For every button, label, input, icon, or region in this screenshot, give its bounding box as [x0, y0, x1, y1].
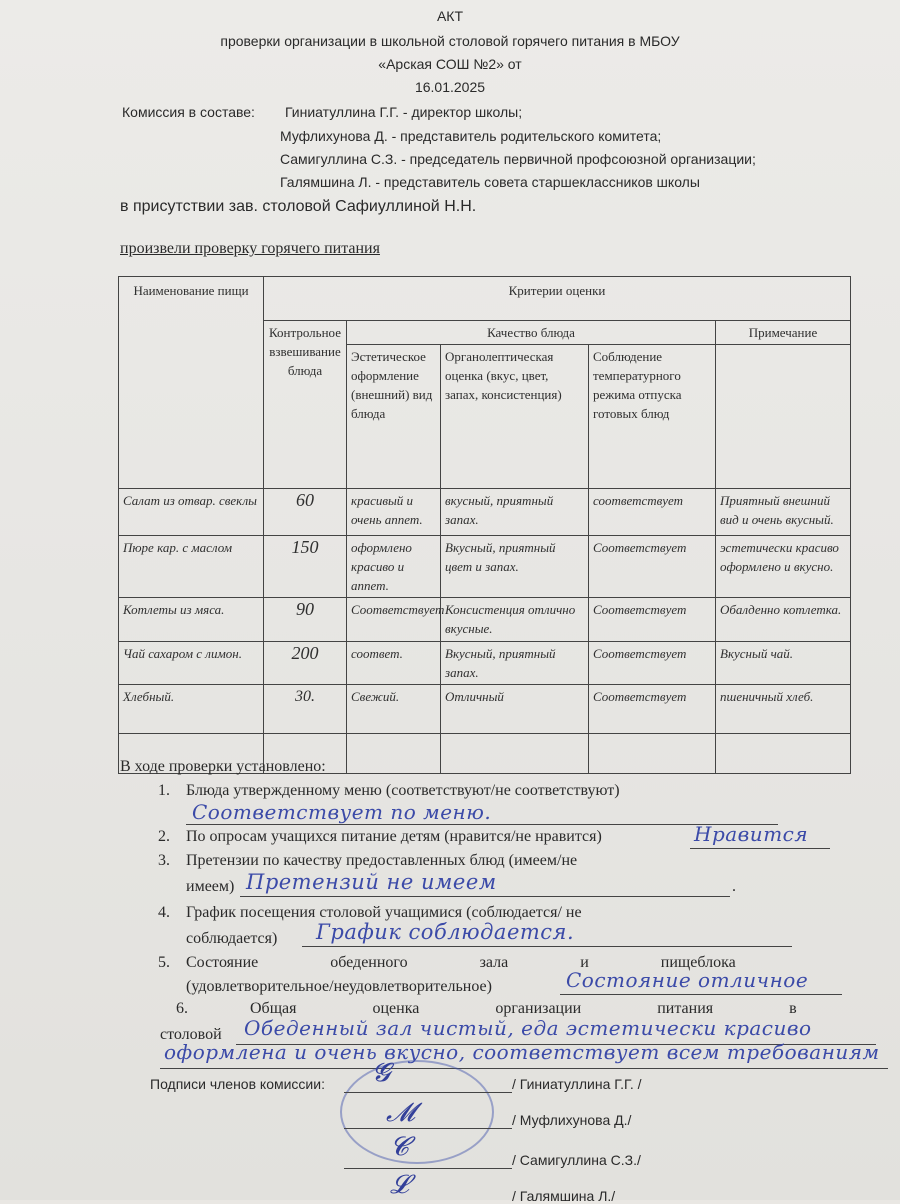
- finding-text: Общая оценка организации питания в: [250, 1000, 797, 1017]
- finding-text: График посещения столовой учащимися (соблюдается/ не: [186, 904, 582, 921]
- finding-text: По опросам учащихся питание детям (нравится/не нравится): [186, 828, 602, 845]
- empty-cell: [716, 734, 851, 774]
- presence-line: в присутствии зав. столовой Сафиуллиной Н.Н.: [120, 198, 477, 215]
- dish-temperature: соответствует: [589, 489, 716, 536]
- doc-title: АКТ: [436, 8, 464, 24]
- empty-cell: [441, 734, 589, 774]
- commission-member: Самигуллина С.З. - председатель первичной профсоюзной организации;: [280, 151, 756, 167]
- finding-text: Состояние обеденного зала и пищеблока: [186, 954, 736, 971]
- signer-name: / Самигуллина С.З./: [512, 1152, 641, 1168]
- finding-answer: Претензий не имеем: [246, 870, 497, 894]
- finding-number: 5.: [158, 954, 170, 971]
- finding-number: 2.: [158, 828, 170, 845]
- dish-aesthetic: соответ.: [347, 642, 441, 685]
- dish-aesthetic: Соответствует: [347, 598, 441, 642]
- finding-text-cont: столовой: [160, 1026, 222, 1043]
- answer-line: [302, 946, 792, 947]
- answer-line: [160, 1068, 888, 1069]
- finding-text-cont: соблюдается): [186, 930, 278, 947]
- table-row: [119, 536, 851, 598]
- header-note: Примечание: [716, 321, 851, 345]
- finding-text-cont: имеем): [186, 878, 235, 895]
- findings-intro: В ходе проверки установлено:: [120, 758, 326, 775]
- dish-note: Вкусный чай.: [716, 642, 851, 685]
- dish-name: Хлебный.: [119, 685, 264, 734]
- header-organoleptic: Органолептическая оценка (вкус, цвет, запах, консистенция): [441, 345, 589, 489]
- signer-name: / Галямшина Л./: [512, 1188, 616, 1204]
- finding-tail: .: [732, 878, 736, 895]
- finding-text-cont: (удовлетворительное/неудовлетворительное): [186, 978, 492, 995]
- finding-text: Блюда утвержденному меню (соответствуют/не соответствуют): [186, 782, 620, 799]
- commission-member: Галямшина Л. - представитель совета старшеклассников школы: [280, 174, 700, 190]
- header-quality: Качество блюда: [347, 321, 716, 345]
- header-weight: Контрольное взвешивание блюда: [264, 321, 347, 489]
- signer-name: / Гиниатуллина Г.Г. /: [512, 1076, 642, 1092]
- dish-name: Чай сахаром с лимон.: [119, 642, 264, 685]
- dish-organoleptic: вкусный, приятный запах.: [441, 489, 589, 536]
- signer-name: / Муфлихунова Д./: [512, 1112, 632, 1128]
- signature: 𝓜: [386, 1098, 416, 1128]
- dish-note: Обалденно котлетка.: [716, 598, 851, 642]
- doc-subtitle-1: проверки организации в школьной столовой горячего питания в МБОУ: [220, 33, 680, 49]
- action-line: произвели проверку горячего питания: [120, 240, 380, 257]
- table-row: [119, 685, 851, 734]
- signature: 𝓖: [372, 1058, 391, 1088]
- school-stamp: [340, 1060, 494, 1164]
- finding-number: 1.: [158, 782, 170, 799]
- table-row: [119, 489, 851, 536]
- dish-organoleptic: Отличный: [441, 685, 589, 734]
- dish-weight: 60: [264, 489, 347, 536]
- dish-temperature: Соответствует: [589, 685, 716, 734]
- dish-note: пшеничный хлеб.: [716, 685, 851, 734]
- dish-organoleptic: Вкусный, приятный запах.: [441, 642, 589, 685]
- commission-member: Гиниатуллина Г.Г. - директор школы;: [285, 104, 523, 120]
- table-row: [119, 642, 851, 685]
- finding-answer: Нравится: [694, 822, 809, 846]
- dish-weight: 90: [264, 598, 347, 642]
- empty-cell: [589, 734, 716, 774]
- finding-number: 6.: [176, 1000, 188, 1017]
- signature-line: [344, 1128, 512, 1129]
- header-note-blank: [716, 345, 851, 489]
- dish-note: эстетически красиво оформлено и вкусно.: [716, 536, 851, 598]
- table-row: [119, 598, 851, 642]
- dish-organoleptic: Вкусный, приятный цвет и запах.: [441, 536, 589, 598]
- commission-label: Комиссия в составе:: [122, 104, 255, 120]
- answer-line: [690, 848, 830, 849]
- dish-aesthetic: Свежий.: [347, 685, 441, 734]
- dish-name: Котлеты из мяса.: [119, 598, 264, 642]
- finding-answer: График соблюдается.: [316, 920, 575, 944]
- signatures-label: Подписи членов комиссии:: [150, 1076, 325, 1092]
- finding-number: 3.: [158, 852, 170, 869]
- header-criteria: Критерии оценки: [264, 277, 851, 321]
- finding-number: 4.: [158, 904, 170, 921]
- header-aesthetic: Эстетическое оформление (внешний) вид блюда: [347, 345, 441, 489]
- answer-line: [186, 824, 778, 825]
- finding-answer: Состояние отличное: [566, 968, 809, 992]
- signature: 𝓛: [390, 1170, 409, 1200]
- dish-note: Приятный внешний вид и очень вкусный.: [716, 489, 851, 536]
- empty-cell: [347, 734, 441, 774]
- answer-line: [560, 994, 842, 995]
- signature-line: [344, 1092, 512, 1093]
- dish-weight: 150: [264, 536, 347, 598]
- commission-member: Муфлихунова Д. - представитель родительского комитета;: [280, 128, 662, 144]
- dish-name: Пюре кар. с маслом: [119, 536, 264, 598]
- inspection-table: [118, 276, 851, 774]
- dish-weight: 30.: [264, 685, 347, 734]
- signature: 𝓒: [390, 1132, 409, 1162]
- dish-temperature: Соответствует: [589, 598, 716, 642]
- header-name: Наименование пищи: [119, 277, 264, 489]
- finding-answer: Соответствует по меню.: [192, 800, 492, 824]
- finding-text: Претензии по качеству предоставленных блюд (имеем/не: [186, 852, 578, 869]
- finding-answer-cont: оформлена и очень вкусно, соответствует всем требованиям: [164, 1040, 880, 1064]
- dish-aesthetic: красивый и очень аппет.: [347, 489, 441, 536]
- dish-name: Салат из отвар. свеклы: [119, 489, 264, 536]
- dish-organoleptic: Консистенция отлично вкусные.: [441, 598, 589, 642]
- dish-weight: 200: [264, 642, 347, 685]
- signature-line: [344, 1168, 512, 1169]
- dish-temperature: Соответствует: [589, 536, 716, 598]
- answer-line: [240, 896, 730, 897]
- doc-subtitle-2: «Арская СОШ №2» от: [378, 56, 522, 72]
- dish-aesthetic: оформлено красиво и аппет.: [347, 536, 441, 598]
- header-temperature: Соблюдение температурного режима отпуска готовых блюд: [589, 345, 716, 489]
- doc-date: 16.01.2025: [414, 79, 486, 95]
- dish-temperature: Соответствует: [589, 642, 716, 685]
- finding-answer: Обеденный зал чистый, еда эстетически красиво: [244, 1016, 812, 1040]
